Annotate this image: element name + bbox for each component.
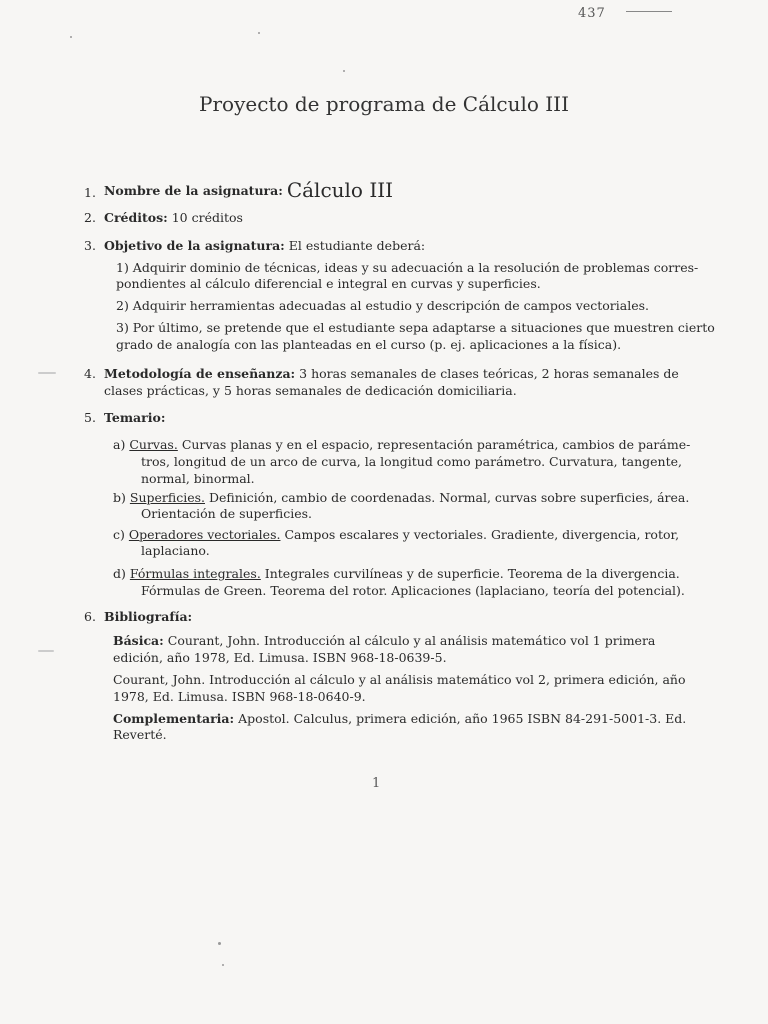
footer-page-number: 1 bbox=[372, 776, 381, 791]
topic-a-line-3: normal, binormal. bbox=[141, 471, 255, 486]
bib-complementary-line-1 bbox=[113, 711, 686, 727]
section-label: Metodología de enseñanza: bbox=[104, 366, 296, 381]
section-number: 4. bbox=[84, 366, 96, 381]
bib-complementary-label: Complementaria: bbox=[113, 711, 235, 726]
bib-entry-2-line-1: Courant, John. Introducción al cálculo y al análisis matemático vol 2, primera edición, año bbox=[113, 672, 686, 687]
bib-entry-text: Courant, John. Introducción al cálculo y al análisis matemático vol 1 primera bbox=[167, 633, 656, 648]
topic-text: Campos escalares y vectoriales. Gradiente, divergencia, rotor, bbox=[284, 527, 680, 542]
topic-d-line-1 bbox=[113, 566, 680, 582]
topic-name: Fórmulas integrales. bbox=[129, 566, 261, 581]
scan-speck bbox=[222, 964, 224, 966]
topic-text: Definición, cambio de coordenadas. Normal, curvas sobre superficies, área. bbox=[208, 490, 690, 505]
topic-marker: b) bbox=[113, 490, 126, 505]
bib-basic-line-2: edición, año 1978, Ed. Limusa. ISBN 968-18-0639-5. bbox=[113, 650, 447, 665]
bib-entry-text: Apostol. Calculus, primera edición, año 1965 ISBN 84-291-5001-3. Ed. bbox=[238, 711, 687, 726]
section-number: 1. bbox=[84, 185, 96, 200]
credits-value: 10 créditos bbox=[171, 210, 243, 225]
topic-name: Operadores vectoriales. bbox=[128, 527, 281, 542]
scan-speck bbox=[70, 36, 72, 38]
topic-name: Curvas. bbox=[129, 437, 178, 452]
scan-speck bbox=[258, 32, 260, 34]
objective-1-line-2: pondientes al cálculo diferencial e integral en curvas y superficies. bbox=[116, 276, 541, 291]
topic-marker: a) bbox=[113, 437, 126, 452]
topic-b-line-2: Orientación de superficies. bbox=[141, 506, 313, 521]
topic-marker: d) bbox=[113, 566, 126, 581]
section-label: Nombre de la asignatura: bbox=[104, 183, 283, 198]
section-label: Créditos: bbox=[104, 210, 168, 225]
objective-2-line-1: 2) Adquirir herramientas adecuadas al estudio y descripción de campos vectoriales. bbox=[116, 298, 650, 313]
objective-3-line-1: 3) Por último, se pretende que el estudiante sepa adaptarse a situaciones que muestren cierto bbox=[116, 320, 715, 335]
objective-1-line-1: 1) Adquirir dominio de técnicas, ideas y su adecuación a la resolución de problemas corres- bbox=[116, 260, 699, 275]
bib-basic-label: Básica: bbox=[113, 633, 164, 648]
topic-text: Integrales curvilíneas y de superficie. Teorema de la divergencia. bbox=[264, 566, 680, 581]
bib-entry-2-line-2: 1978, Ed. Limusa. ISBN 968-18-0640-9. bbox=[113, 689, 366, 704]
methodology-line-2: clases prácticas, y 5 horas semanales de dedicación domiciliaria. bbox=[104, 383, 517, 398]
topic-marker: c) bbox=[113, 527, 125, 542]
topic-b-line-1 bbox=[113, 490, 689, 506]
topic-a-line-1 bbox=[113, 437, 690, 453]
objective-3-line-2: grado de analogía con las planteadas en el curso (p. ej. aplicaciones a la física). bbox=[116, 337, 622, 352]
scan-speck bbox=[218, 942, 221, 945]
bib-basic-line-1 bbox=[113, 633, 655, 649]
section-number: 3. bbox=[84, 238, 96, 253]
archive-page-number: 437 bbox=[578, 6, 606, 21]
scan-speck bbox=[38, 650, 54, 652]
objective-intro: El estudiante deberá: bbox=[288, 238, 426, 253]
scan-speck bbox=[343, 70, 345, 72]
topic-c-line-2: laplaciano. bbox=[141, 543, 210, 558]
section-number: 5. bbox=[84, 410, 96, 425]
section-number: 6. bbox=[84, 609, 96, 624]
pen-mark bbox=[626, 11, 672, 12]
section-label: Bibliografía: bbox=[104, 609, 193, 624]
topic-a-line-2: tros, longitud de un arco de curva, la longitud como parámetro. Curvatura, tangente, bbox=[141, 454, 682, 469]
topic-d-line-2: Fórmulas de Green. Teorema del rotor. Aplicaciones (laplaciano, teoría del potencial). bbox=[141, 583, 685, 598]
section-label: Objetivo de la asignatura: bbox=[104, 238, 285, 253]
methodology-line-1: 3 horas semanales de clases teóricas, 2 horas semanales de bbox=[299, 366, 679, 381]
page-title: Proyecto de programa de Cálculo III bbox=[199, 92, 569, 116]
topic-name: Superficies. bbox=[129, 490, 205, 505]
scan-speck bbox=[38, 372, 56, 374]
section-label: Temario: bbox=[104, 410, 166, 425]
section-number: 2. bbox=[84, 210, 96, 225]
course-name: Cálculo III bbox=[286, 178, 394, 202]
bib-complementary-line-2: Reverté. bbox=[113, 727, 167, 742]
topic-c-line-1 bbox=[113, 527, 679, 543]
topic-text: Curvas planas y en el espacio, representación paramétrica, cambios de paráme- bbox=[181, 437, 691, 452]
